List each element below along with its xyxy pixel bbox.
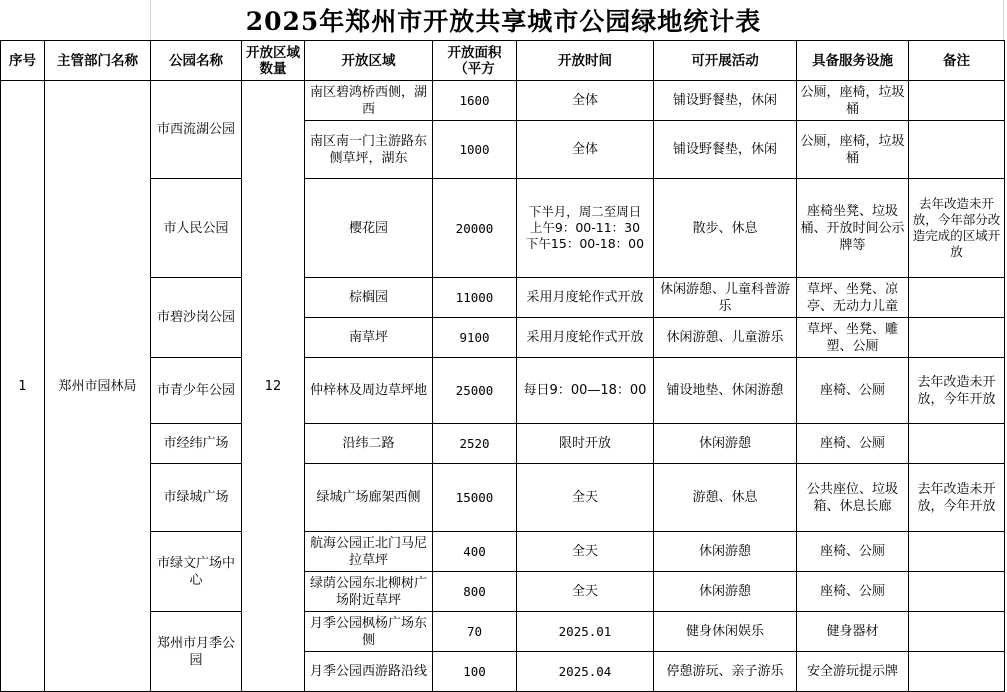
park-cell: 市人民公园 — [151, 179, 242, 278]
note-cell — [909, 121, 1005, 179]
area-cell: 南草坪 — [305, 318, 433, 358]
size-cell: 20000 — [433, 179, 517, 278]
park-cell: 市西流湖公园 — [151, 81, 242, 179]
header-dept: 主管部门名称 — [45, 41, 151, 81]
size-cell: 11000 — [433, 278, 517, 318]
note-cell — [909, 532, 1005, 572]
table-row — [1, 532, 1005, 572]
header-activity: 可开展活动 — [654, 41, 797, 81]
header-time: 开放时间 — [517, 41, 654, 81]
area-cell: 仲梓林及周边草坪地 — [305, 358, 433, 424]
title-gridline — [150, 0, 151, 40]
table-row — [1, 278, 1005, 318]
park-cell: 市绿城广场 — [151, 464, 242, 532]
activity-cell: 休闲游憩、儿童科普游乐 — [654, 278, 797, 318]
activity-cell: 休闲游憩 — [654, 572, 797, 612]
count-cell: 12 — [242, 81, 305, 692]
note-cell — [909, 572, 1005, 612]
facility-cell: 草坪、坐凳、雕塑、公厕 — [797, 318, 909, 358]
size-cell: 2520 — [433, 424, 517, 464]
time-cell: 2025.04 — [517, 652, 654, 692]
table-row — [1, 464, 1005, 532]
area-cell: 棕榈园 — [305, 278, 433, 318]
header-facility: 具备服务设施 — [797, 41, 909, 81]
activity-cell: 铺设野餐垫，休闲 — [654, 81, 797, 121]
header-count: 开放区域数量 — [242, 41, 305, 81]
area-cell: 月季公园枫杨广场东侧 — [305, 612, 433, 652]
time-cell: 全天 — [517, 572, 654, 612]
area-cell: 绿荫公园东北柳树广场附近草坪 — [305, 572, 433, 612]
time-cell: 全体 — [517, 81, 654, 121]
park-cell: 市绿文广场中心 — [151, 532, 242, 612]
activity-cell: 游憩、休息 — [654, 464, 797, 532]
table-row — [1, 81, 1005, 121]
time-cell: 全体 — [517, 121, 654, 179]
note-cell — [909, 318, 1005, 358]
title-gridline — [1003, 0, 1004, 40]
table-row — [1, 358, 1005, 424]
size-cell: 800 — [433, 572, 517, 612]
time-cell: 限时开放 — [517, 424, 654, 464]
facility-cell: 草坪、坐凳、凉亭、无动力儿童 — [797, 278, 909, 318]
time-cell: 2025.01 — [517, 612, 654, 652]
size-cell: 1000 — [433, 121, 517, 179]
time-cell: 每日9：00—18：00 — [517, 358, 654, 424]
activity-cell: 散步、休息 — [654, 179, 797, 278]
header-size: 开放面积（平方 — [433, 41, 517, 81]
activity-cell: 休闲游憩 — [654, 424, 797, 464]
area-cell: 沿纬二路 — [305, 424, 433, 464]
activity-cell: 铺设地垫、休闲游憩 — [654, 358, 797, 424]
facility-cell: 座椅、公厕 — [797, 532, 909, 572]
time-cell: 下半月，周二至周日 上午9：00-11：30 下午15：00-18：00 — [517, 179, 654, 278]
area-cell: 樱花园 — [305, 179, 433, 278]
note-cell — [909, 612, 1005, 652]
activity-cell: 停憩游玩、亲子游乐 — [654, 652, 797, 692]
size-cell: 9100 — [433, 318, 517, 358]
size-cell: 70 — [433, 612, 517, 652]
area-cell: 航海公园正北门马尼拉草坪 — [305, 532, 433, 572]
seq-cell: 1 — [1, 81, 45, 692]
park-cell: 市碧沙岗公园 — [151, 278, 242, 358]
park-cell: 市经纬广场 — [151, 424, 242, 464]
note-cell: 去年改造未开放，今年部分改造完成的区域开放 — [909, 179, 1005, 278]
table-row — [1, 424, 1005, 464]
dept-cell: 郑州市园林局 — [45, 81, 151, 692]
header-row — [1, 41, 1005, 81]
header-park: 公园名称 — [151, 41, 242, 81]
note-cell — [909, 424, 1005, 464]
activity-cell: 休闲游憩 — [654, 532, 797, 572]
area-cell: 绿城广场廊架西侧 — [305, 464, 433, 532]
activity-cell: 健身休闲娱乐 — [654, 612, 797, 652]
table-row — [1, 179, 1005, 278]
park-cell: 郑州市月季公园 — [151, 612, 242, 692]
facility-cell: 公厕，座椅，垃圾桶 — [797, 81, 909, 121]
note-cell: 去年改造未开放，今年开放 — [909, 358, 1005, 424]
table-row — [1, 612, 1005, 652]
facility-cell: 公厕，座椅，垃圾桶 — [797, 121, 909, 179]
facility-cell: 健身器材 — [797, 612, 909, 652]
area-cell: 南区南一门主游路东侧草坪，湖东 — [305, 121, 433, 179]
note-cell — [909, 278, 1005, 318]
facility-cell: 安全游玩提示牌 — [797, 652, 909, 692]
facility-cell: 座椅坐凳、垃圾桶、开放时间公示牌等 — [797, 179, 909, 278]
facility-cell: 座椅、公厕 — [797, 358, 909, 424]
activity-cell: 铺设野餐垫，休闲 — [654, 121, 797, 179]
statistics-table — [0, 40, 1005, 692]
time-cell: 采用月度轮作式开放 — [517, 278, 654, 318]
time-cell: 全天 — [517, 464, 654, 532]
note-cell — [909, 652, 1005, 692]
facility-cell: 公共座位、垃圾箱、休息长廊 — [797, 464, 909, 532]
activity-cell: 休闲游憩、儿童游乐 — [654, 318, 797, 358]
facility-cell: 座椅、公厕 — [797, 424, 909, 464]
header-note: 备注 — [909, 41, 1005, 81]
note-cell: 去年改造未开放，今年开放 — [909, 464, 1005, 532]
size-cell: 15000 — [433, 464, 517, 532]
time-cell: 采用月度轮作式开放 — [517, 318, 654, 358]
facility-cell: 座椅、公厕 — [797, 572, 909, 612]
size-cell: 100 — [433, 652, 517, 692]
area-cell: 月季公园西游路沿线 — [305, 652, 433, 692]
park-cell: 市青少年公园 — [151, 358, 242, 424]
header-seq: 序号 — [1, 41, 45, 81]
header-area: 开放区域 — [305, 41, 433, 81]
page-title: 2025年郑州市开放共享城市公园绿地统计表 — [245, 7, 762, 36]
size-cell: 400 — [433, 532, 517, 572]
size-cell: 1600 — [433, 81, 517, 121]
note-cell — [909, 81, 1005, 121]
size-cell: 25000 — [433, 358, 517, 424]
time-cell: 全天 — [517, 532, 654, 572]
area-cell: 南区碧鸿桥西侧，湖西 — [305, 81, 433, 121]
